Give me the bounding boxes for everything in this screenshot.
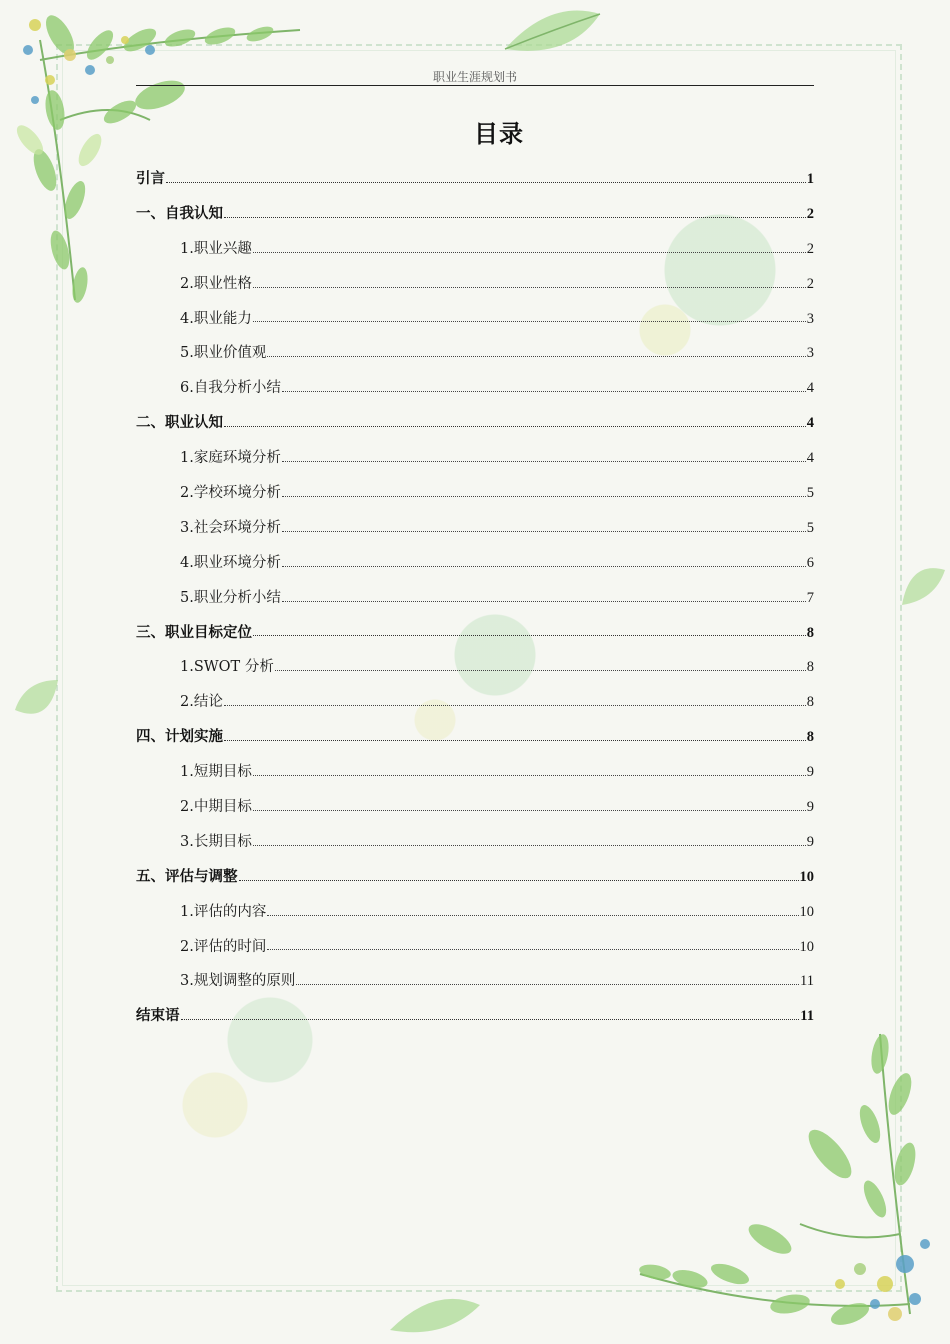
toc-entry-page-number: 9 (806, 764, 814, 781)
toc-entry-page-number: 10 (799, 868, 814, 885)
toc-dot-leader (282, 391, 806, 392)
toc-dot-leader (267, 356, 805, 357)
toc-entry-page-number: 8 (806, 659, 814, 676)
toc-entry[interactable] (136, 720, 814, 755)
toc-entry-label: 3.长期目标 (180, 833, 252, 850)
toc-entry[interactable] (136, 302, 814, 337)
toc-entry-page-number: 6 (806, 554, 814, 571)
toc-dot-leader (282, 601, 806, 602)
toc-entry[interactable] (136, 790, 814, 825)
toc-entry[interactable] (136, 616, 814, 651)
toc-dot-leader (275, 670, 806, 671)
toc-entry-label: 1.家庭环境分析 (180, 450, 281, 467)
toc-entry[interactable] (136, 999, 814, 1034)
toc-entry-page-number: 5 (806, 519, 814, 536)
toc-entry[interactable] (136, 755, 814, 790)
toc-entry-label: 引言 (136, 171, 165, 187)
toc-entry-label: 三、职业目标定位 (136, 624, 252, 641)
toc-entry-label: 结束语 (136, 1008, 180, 1025)
toc-dot-leader (282, 496, 806, 497)
toc-entry-page-number: 2 (806, 240, 814, 257)
toc-entry-page-number: 7 (806, 589, 814, 606)
toc-dot-leader (282, 531, 806, 532)
toc-entry[interactable] (136, 930, 814, 965)
toc-dot-leader (296, 984, 799, 985)
toc-entry-page-number: 8 (806, 729, 814, 746)
toc-entry[interactable] (136, 895, 814, 930)
toc-entry-label: 1.评估的内容 (180, 903, 267, 920)
toc-entry-page-number: 9 (806, 833, 814, 850)
toc-entry-label: 3.规划调整的原则 (180, 973, 296, 990)
toc-entry[interactable] (136, 476, 814, 511)
toc-entry-page-number: 10 (799, 903, 814, 920)
toc-entry[interactable] (136, 197, 814, 232)
toc-entry[interactable] (136, 685, 814, 720)
toc-entry-page-number: 2 (806, 205, 814, 222)
toc-entry[interactable] (136, 581, 814, 616)
toc-dot-leader (253, 635, 806, 636)
toc-entry[interactable] (136, 267, 814, 302)
toc-entry-page-number: 8 (806, 624, 814, 641)
toc-entry[interactable] (136, 441, 814, 476)
toc-entry-label: 五、评估与调整 (136, 868, 238, 885)
toc-entry-page-number: 5 (806, 485, 814, 502)
toc-entry[interactable] (136, 232, 814, 267)
toc-dot-leader (282, 566, 806, 567)
toc-entry-label: 1.短期目标 (180, 764, 252, 781)
toc-entry[interactable] (136, 511, 814, 546)
toc-dot-leader (267, 949, 798, 950)
toc-dot-leader (253, 321, 806, 322)
toc-entry[interactable] (136, 825, 814, 860)
toc-entry-label: 4.职业能力 (180, 310, 252, 327)
toc-entry[interactable] (136, 336, 814, 371)
toc-entry-label: 2.学校环境分析 (180, 485, 281, 502)
toc-entry-page-number: 4 (806, 380, 814, 397)
toc-entry-label: 1.职业兴趣 (180, 240, 252, 257)
toc-entry-label: 4.职业环境分析 (180, 554, 281, 571)
toc-entry-label: 一、自我认知 (136, 205, 223, 222)
toc-dot-leader (239, 880, 799, 881)
toc-dot-leader (224, 740, 806, 741)
toc-dot-leader (224, 426, 806, 427)
toc-entry[interactable] (136, 964, 814, 999)
toc-dot-leader (166, 182, 806, 183)
toc-entry-label: 3.社会环境分析 (180, 519, 281, 536)
toc-dot-leader (181, 1019, 800, 1020)
toc-entry[interactable] (136, 546, 814, 581)
toc-entry[interactable] (136, 371, 814, 406)
toc-entry[interactable] (136, 860, 814, 895)
toc-heading: 目录 (474, 120, 524, 148)
toc-dot-leader (267, 915, 798, 916)
toc-entry-label: 1.SWOT 分析 (180, 659, 274, 676)
toc-entry-label: 5.职业价值观 (180, 345, 267, 362)
toc-entry-page-number: 3 (806, 310, 814, 327)
toc-entry-label: 5.职业分析小结 (180, 589, 281, 606)
toc-dot-leader (224, 217, 806, 218)
toc-dot-leader (253, 845, 806, 846)
toc-entry-page-number: 2 (806, 275, 814, 292)
toc-dot-leader (282, 461, 806, 462)
toc-dot-leader (253, 287, 806, 288)
toc-entry[interactable] (136, 406, 814, 441)
toc-entry-page-number: 1 (806, 171, 814, 187)
running-header-title: 职业生涯规划书 (432, 70, 517, 84)
toc-entry-label: 二、职业认知 (136, 415, 223, 432)
toc-dot-leader (253, 252, 806, 253)
toc-entry-page-number: 4 (806, 450, 814, 467)
toc-entry-page-number: 4 (806, 415, 814, 432)
toc-entry-page-number: 9 (806, 799, 814, 816)
toc-dot-leader (224, 705, 806, 706)
toc-dot-leader (253, 810, 806, 811)
toc-entry-label: 2.职业性格 (180, 275, 252, 292)
toc-entry-page-number: 11 (800, 1008, 814, 1025)
toc-entry-label: 6.自我分析小结 (180, 380, 281, 397)
toc-entry-page-number: 10 (799, 938, 814, 955)
toc-dot-leader (253, 775, 806, 776)
toc-entry-label: 四、计划实施 (136, 729, 223, 746)
toc-entry[interactable] (136, 162, 814, 197)
header-rule (136, 85, 814, 86)
toc-entry-label: 2.结论 (180, 694, 223, 711)
table-of-contents (136, 162, 814, 1034)
toc-entry[interactable] (136, 650, 814, 685)
toc-entry-page-number: 8 (806, 694, 814, 711)
toc-entry-page-number: 11 (800, 973, 814, 990)
toc-entry-label: 2.评估的时间 (180, 938, 267, 955)
toc-entry-label: 2.中期目标 (180, 799, 252, 816)
toc-entry-page-number: 3 (806, 345, 814, 362)
